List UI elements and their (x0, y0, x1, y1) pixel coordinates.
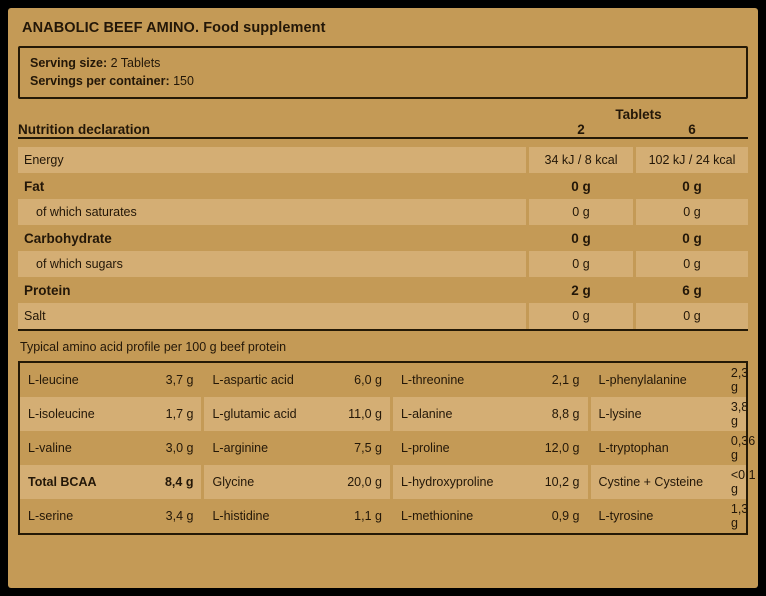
nutrient-name: Carbohydrate (24, 230, 112, 246)
amino-name: Glycine (204, 465, 329, 499)
amino-name: L-arginine (212, 441, 269, 455)
amino-value: 12,0 g (544, 441, 580, 455)
amino-value: 7,5 g (354, 441, 382, 455)
nutrient-name: Fat (24, 178, 45, 194)
amino-name: L-valine (28, 441, 72, 455)
amino-name: L-aspartic acid (212, 373, 294, 387)
page-title: ANABOLIC BEEF AMINO. Food supplement (22, 20, 326, 36)
label-panel (8, 8, 758, 588)
nutrient-name: of which sugars (18, 251, 526, 277)
amino-value: 3,8 g (730, 397, 747, 431)
amino-row (19, 499, 747, 534)
nutrient-value-6-tablets: 0 g (682, 178, 702, 194)
nutrition-row (18, 225, 748, 251)
nutrient-name: Salt (18, 303, 526, 329)
amino-name: L-serine (28, 509, 74, 523)
amino-row (19, 431, 747, 465)
amino-name: L-alanine (393, 397, 527, 431)
tablets-col-1-header: 2 (577, 122, 585, 137)
nutrition-top-rule (18, 137, 748, 139)
amino-value: 3,7 g (165, 373, 194, 387)
nutrient-value-6-tablets: 0 g (636, 199, 748, 225)
serving-size-line (30, 54, 746, 72)
amino-name: L-proline (400, 441, 450, 455)
serving-size-value: 2 Tablets (110, 56, 161, 70)
amino-value: 3,0 g (165, 441, 194, 455)
nutrient-name: of which saturates (18, 199, 526, 225)
amino-value: 11,0 g (330, 397, 390, 431)
amino-value: 6,0 g (354, 373, 382, 387)
amino-value: 2,3 g (730, 366, 749, 394)
amino-name: L-leucine (28, 373, 79, 387)
nutrition-row (18, 199, 748, 225)
nutrient-value-2-tablets: 0 g (529, 303, 633, 329)
amino-table (18, 361, 756, 535)
nutrient-value-6-tablets: 0 g (636, 303, 748, 329)
amino-value: 0,9 g (551, 509, 580, 523)
amino-name: L-tyrosine (598, 509, 654, 523)
nutrition-row (18, 173, 748, 199)
nutrient-value-2-tablets: 0 g (571, 178, 591, 194)
servings-per-container-label: Servings per container: (30, 74, 170, 88)
nutrient-value-2-tablets: 0 g (529, 199, 633, 225)
amino-caption: Typical amino acid profile per 100 g beef protein (20, 340, 287, 354)
nutrient-name: Protein (24, 282, 71, 298)
tablets-header: Tablets (615, 107, 662, 122)
nutrient-name: Energy (18, 147, 526, 173)
amino-value: 8,4 g (141, 465, 201, 499)
amino-name: L-isoleucine (19, 397, 141, 431)
nutrient-value-6-tablets: 0 g (682, 230, 702, 246)
nutrition-declaration-header: Nutrition declaration (18, 122, 151, 137)
amino-row (19, 362, 747, 397)
amino-value: 8,8 g (527, 397, 587, 431)
amino-value: 0,36 g (730, 434, 756, 462)
amino-value: 1,1 g (354, 509, 382, 523)
amino-value: 10,2 g (527, 465, 587, 499)
amino-name: L-methionine (400, 509, 474, 523)
amino-value: 2,1 g (551, 373, 580, 387)
amino-name: L-tryptophan (598, 441, 669, 455)
nutrition-row (18, 147, 748, 173)
amino-name: L-threonine (400, 373, 465, 387)
nutrient-value-2-tablets: 0 g (571, 230, 591, 246)
nutrient-value-6-tablets: 102 kJ / 24 kcal (636, 147, 748, 173)
amino-value: 20,0 g (330, 465, 390, 499)
amino-name: Cystine + Cysteine (591, 465, 730, 499)
tablets-col-2-header: 6 (688, 122, 696, 137)
nutrition-table (18, 107, 748, 137)
amino-value: 1,3 g (730, 502, 749, 530)
amino-value: <0,1 g (730, 465, 747, 499)
amino-value: 3,4 g (165, 509, 194, 523)
nutrient-value-2-tablets: 2 g (571, 282, 591, 298)
amino-row (19, 397, 747, 431)
servings-per-container-value: 150 (173, 74, 194, 88)
serving-size-label: Serving size: (30, 56, 108, 70)
servings-per-container-line (30, 72, 746, 90)
amino-name: L-lysine (591, 397, 730, 431)
nutrition-rows (18, 147, 748, 329)
nutrient-value-6-tablets: 0 g (636, 251, 748, 277)
nutrient-value-6-tablets: 6 g (682, 282, 702, 298)
amino-name: L-hydroxyproline (393, 465, 527, 499)
amino-row (19, 465, 747, 499)
amino-name: L-glutamic acid (204, 397, 329, 431)
nutrition-header-row (18, 107, 748, 122)
nutrition-row (18, 303, 748, 329)
amino-name: Total BCAA (19, 465, 141, 499)
amino-name: L-histidine (212, 509, 270, 523)
nutrient-value-2-tablets: 0 g (529, 251, 633, 277)
amino-value: 1,7 g (141, 397, 201, 431)
nutrition-row (18, 251, 748, 277)
serving-info-box (18, 46, 748, 99)
nutrition-row (18, 277, 748, 303)
nutrient-value-2-tablets: 34 kJ / 8 kcal (529, 147, 633, 173)
amino-name: L-phenylalanine (598, 373, 687, 387)
